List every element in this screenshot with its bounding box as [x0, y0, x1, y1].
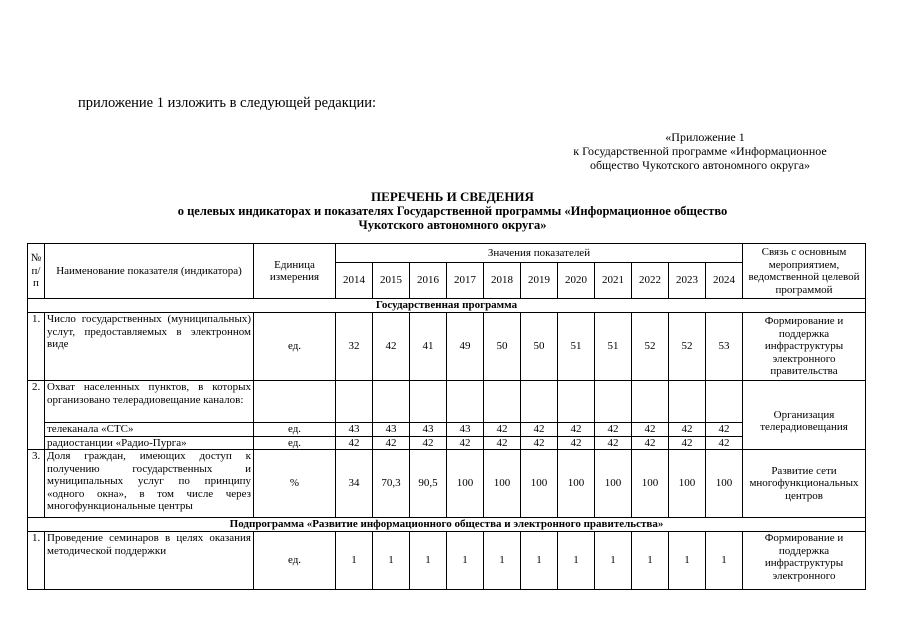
- value-cell: 1: [447, 532, 484, 590]
- empty-cell: [669, 381, 706, 423]
- value-cell: 1: [373, 532, 410, 590]
- value-cell: 1: [410, 532, 447, 590]
- document-heading: [0, 190, 905, 232]
- value-cell: 43: [336, 423, 373, 437]
- value-cell: 1: [632, 532, 669, 590]
- table-row: [28, 532, 866, 590]
- section-title-program: Государственная программа: [28, 299, 866, 313]
- value-cell: 42: [595, 423, 632, 437]
- value-cell: 32: [336, 313, 373, 381]
- value-cell: 53: [706, 313, 743, 381]
- value-cell: 42: [632, 423, 669, 437]
- value-cell: 1: [521, 532, 558, 590]
- value-cell: 43: [447, 423, 484, 437]
- header-name: Наименование показателя (индикатора): [45, 244, 254, 299]
- empty-cell: [254, 381, 336, 423]
- linked-activity: Развитие сети многофункциональных центров: [743, 450, 866, 518]
- indicator-name: Проведение семинаров в целях оказания методической поддержки: [45, 532, 254, 590]
- section-row: [28, 518, 866, 532]
- year-header: 2016: [410, 263, 447, 299]
- document-subtitle-line-2: Чукотского автономного округа»: [358, 218, 547, 232]
- header-link: Связь с основным мероприятием, ведомственной целевой программой: [743, 244, 866, 299]
- table-row: [28, 313, 866, 381]
- indicator-name: Охват населенных пунктов, в которых организовано телерадиовещание каналов:: [45, 381, 254, 423]
- year-header: 2017: [447, 263, 484, 299]
- empty-cell: [410, 381, 447, 423]
- indicator-name: Доля граждан, имеющих доступ к получению государственных и муниципальных услуг по принципу «одного окна», в том числе через многофункциональные центры: [45, 450, 254, 518]
- indicator-name: телеканала «СТС»: [45, 423, 254, 437]
- appendix-line-2: к Государственной программе «Информационное: [573, 144, 827, 158]
- header-num: № п/п: [28, 244, 45, 299]
- empty-cell: [484, 381, 521, 423]
- empty-cell: [447, 381, 484, 423]
- value-cell: 42: [706, 436, 743, 450]
- year-header: 2015: [373, 263, 410, 299]
- value-cell: 42: [373, 313, 410, 381]
- row-num: 3.: [28, 450, 45, 518]
- value-cell: 50: [484, 313, 521, 381]
- indicator-unit: ед.: [254, 532, 336, 590]
- value-cell: 100: [669, 450, 706, 518]
- value-cell: 42: [336, 436, 373, 450]
- year-header: 2024: [706, 263, 743, 299]
- section-row: [28, 299, 866, 313]
- value-cell: 42: [447, 436, 484, 450]
- indicator-unit: ед.: [254, 436, 336, 450]
- indicator-unit: %: [254, 450, 336, 518]
- empty-cell: [373, 381, 410, 423]
- empty-cell: [558, 381, 595, 423]
- value-cell: 52: [669, 313, 706, 381]
- linked-activity: Организация телерадиовещания: [743, 381, 866, 450]
- year-header: 2019: [521, 263, 558, 299]
- year-header: 2021: [595, 263, 632, 299]
- value-cell: 51: [558, 313, 595, 381]
- table-row: [28, 381, 866, 423]
- table-subrow: [28, 436, 866, 450]
- value-cell: 42: [484, 436, 521, 450]
- value-cell: 1: [595, 532, 632, 590]
- value-cell: 100: [521, 450, 558, 518]
- document-subtitle-line-1: о целевых индикаторах и показателях Государственной программы «Информационное общество: [177, 204, 728, 218]
- value-cell: 100: [484, 450, 521, 518]
- year-header: 2023: [669, 263, 706, 299]
- document-title: ПЕРЕЧЕНЬ И СВЕДЕНИЯ: [371, 189, 534, 204]
- value-cell: 90,5: [410, 450, 447, 518]
- appendix-line-1: «Приложение 1: [665, 130, 745, 144]
- year-header: 2020: [558, 263, 595, 299]
- table-subrow: [28, 423, 866, 437]
- value-cell: 42: [484, 423, 521, 437]
- value-cell: 100: [595, 450, 632, 518]
- value-cell: 1: [336, 532, 373, 590]
- value-cell: 42: [410, 436, 447, 450]
- intro-text: приложение 1 изложить в следующей редакции:: [78, 95, 377, 111]
- table-row: [28, 450, 866, 518]
- empty-cell: [336, 381, 373, 423]
- value-cell: 34: [336, 450, 373, 518]
- value-cell: 43: [373, 423, 410, 437]
- section-title-subprogram: Подпрограмма «Развитие информационного общества и электронного правительства»: [28, 518, 866, 532]
- value-cell: 1: [706, 532, 743, 590]
- value-cell: 100: [706, 450, 743, 518]
- value-cell: 70,3: [373, 450, 410, 518]
- empty-cell: [706, 381, 743, 423]
- value-cell: 1: [669, 532, 706, 590]
- value-cell: 42: [669, 436, 706, 450]
- value-cell: 43: [410, 423, 447, 437]
- header-row-1: [28, 244, 866, 263]
- value-cell: 100: [632, 450, 669, 518]
- indicators-table: [27, 243, 866, 590]
- empty-cell: [632, 381, 669, 423]
- empty-cell: [595, 381, 632, 423]
- row-num: 2.: [28, 381, 45, 450]
- value-cell: 49: [447, 313, 484, 381]
- value-cell: 1: [558, 532, 595, 590]
- value-cell: 100: [447, 450, 484, 518]
- value-cell: 51: [595, 313, 632, 381]
- year-header: 2022: [632, 263, 669, 299]
- year-header: 2018: [484, 263, 521, 299]
- value-cell: 50: [521, 313, 558, 381]
- linked-activity: Формирование и поддержка инфраструктуры электронного правительства: [743, 313, 866, 381]
- indicator-name: радиостанции «Радио-Пурга»: [45, 436, 254, 450]
- value-cell: 42: [669, 423, 706, 437]
- value-cell: 42: [558, 423, 595, 437]
- row-num: 1.: [28, 313, 45, 381]
- header-unit: Единица измерения: [254, 244, 336, 299]
- linked-activity: Формирование и поддержка инфраструктуры электронного: [743, 532, 866, 590]
- appendix-line-3: общество Чукотского автономного округа»: [589, 158, 811, 172]
- indicator-unit: ед.: [254, 313, 336, 381]
- row-num: 1.: [28, 532, 45, 590]
- value-cell: 41: [410, 313, 447, 381]
- value-cell: 42: [632, 436, 669, 450]
- year-header: 2014: [336, 263, 373, 299]
- value-cell: 42: [521, 436, 558, 450]
- value-cell: 1: [484, 532, 521, 590]
- indicator-unit: ед.: [254, 423, 336, 437]
- appendix-reference: [555, 130, 845, 172]
- empty-cell: [521, 381, 558, 423]
- indicator-name: Число государственных (муниципальных) услут, предоставляемых в электронном виде: [45, 313, 254, 381]
- value-cell: 42: [521, 423, 558, 437]
- value-cell: 52: [632, 313, 669, 381]
- value-cell: 42: [595, 436, 632, 450]
- value-cell: 42: [706, 423, 743, 437]
- value-cell: 42: [373, 436, 410, 450]
- header-values-group: Значения показателей: [336, 244, 743, 263]
- value-cell: 100: [558, 450, 595, 518]
- value-cell: 42: [558, 436, 595, 450]
